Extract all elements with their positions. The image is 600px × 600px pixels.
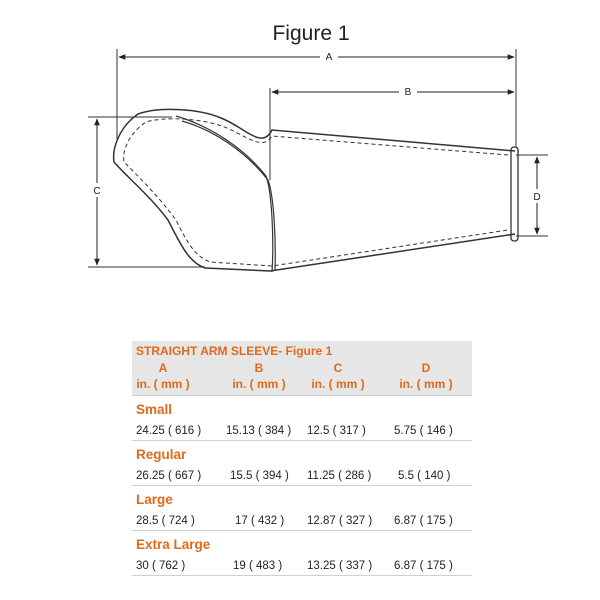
size-group-extra-large	[132, 531, 472, 576]
header-col-c	[307, 360, 369, 392]
dimension-a	[119, 50, 514, 63]
header-col-a	[134, 360, 192, 392]
cell-c: 11.25 ( 286 )	[307, 470, 372, 482]
cell-c: 12.5 ( 317 )	[307, 425, 366, 437]
header-col-c-letter: C	[333, 361, 343, 375]
size-group-large	[132, 486, 472, 531]
size-group-regular	[132, 441, 472, 486]
size-label: Extra Large	[136, 537, 211, 552]
header-col-b-unit: in. ( mm )	[232, 377, 286, 391]
size-label: Large	[136, 492, 173, 507]
size-label: Regular	[136, 447, 187, 462]
size-group-small	[132, 396, 472, 441]
row-divider	[132, 575, 472, 576]
cell-a: 26.25 ( 667 )	[136, 470, 202, 482]
dimension-d-label: D	[533, 192, 541, 203]
cell-d: 6.87 ( 175 )	[394, 560, 453, 572]
header-col-d-unit: in. ( mm )	[399, 377, 453, 391]
dimension-b-label: B	[404, 87, 412, 98]
figure-title: Figure 1	[272, 22, 350, 45]
cell-a: 24.25 ( 616 )	[136, 425, 202, 437]
cell-b: 17 ( 432 )	[235, 515, 285, 527]
header-col-b	[228, 360, 290, 392]
header-col-d-letter: D	[421, 361, 431, 375]
table-header	[132, 341, 472, 396]
size-label: Small	[136, 402, 173, 417]
cell-d: 5.75 ( 146 )	[394, 425, 453, 437]
cell-d: 6.87 ( 175 )	[394, 515, 453, 527]
dimension-c-label: C	[93, 186, 101, 197]
header-col-a-unit: in. ( mm )	[136, 377, 190, 391]
cell-b: 15.5 ( 394 )	[230, 470, 289, 482]
cell-a: 28.5 ( 724 )	[136, 515, 195, 527]
cell-c: 13.25 ( 337 )	[307, 560, 373, 572]
cell-c: 12.87 ( 327 )	[307, 515, 373, 527]
header-col-a-letter: A	[158, 361, 168, 375]
cell-d: 5.5 ( 140 )	[398, 470, 451, 482]
dimension-b	[272, 85, 514, 98]
size-table	[132, 341, 472, 576]
header-col-b-letter: B	[254, 361, 264, 375]
header-col-d	[395, 360, 457, 392]
cell-b: 19 ( 483 )	[233, 560, 283, 572]
dimension-c	[90, 119, 104, 265]
dimension-a-label: A	[325, 52, 333, 63]
header-col-c-unit: in. ( mm )	[311, 377, 365, 391]
dimension-d	[530, 157, 544, 234]
sleeve-outline	[114, 109, 518, 272]
cell-b: 15.13 ( 384 )	[226, 425, 292, 437]
table-title: STRAIGHT ARM SLEEVE- Figure 1	[136, 344, 333, 358]
cell-a: 30 ( 762 )	[136, 560, 186, 572]
